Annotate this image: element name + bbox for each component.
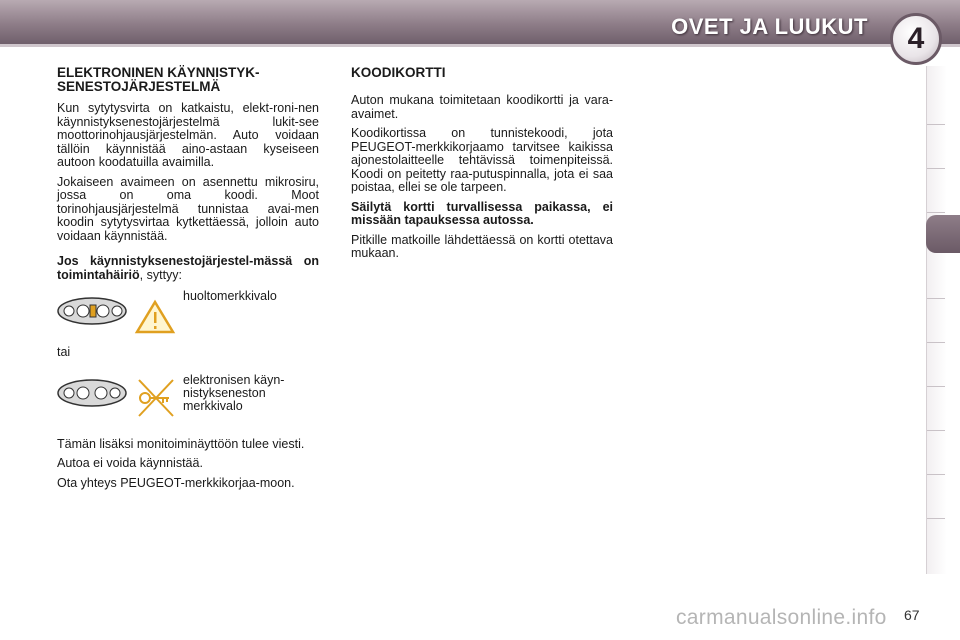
immobiliser-paragraph-4: Autoa ei voida käynnistää. [57,456,203,470]
header-divider [0,44,960,47]
immobiliser-paragraph-3: Tämän lisäksi monitoiminäyttöön tulee viesti. [57,436,305,451]
tab-divider [927,212,945,213]
immobiliser-paragraph-1: Kun sytytysvirta on katkaistu, elekt-roni-nen käynnistyksenestojärjestelmä lukit-see moottorinohjausjärjestelmän. Auto voidaan tällöin käynnistää aino-astaan kyseiseen autoon koodatuilla avaimilla. [57,101,319,169]
crossed-key-icon [139,380,173,416]
watermark: carmanualsonline.info [676,606,887,629]
chapter-tabs [926,66,947,574]
tab-divider [927,298,945,299]
fault-statement-bold: Jos käynnistyksenestojärjestel-mässä on toimintahäiriö [57,254,319,282]
immobiliser-warning-row [57,374,319,432]
chapter-number: 4 [907,22,925,55]
tab-divider [927,430,945,431]
code-card-paragraph-3: Pitkille matkoille lähdettäessä on kortti otettava mukaan. [351,232,613,260]
dashboard-cluster-icon [57,376,177,420]
code-card-paragraph-2: Koodikortissa on tunnistekoodi, jota PEUGEOT-merkkikorjaamo tarvitsee kaikissa ajonestolaitteelle tehtävissä toimenpiteissä. Koodi on peitetty raa-putuspinnalla, jota ei saa poistaa, ellei se ole tarpeen. [351,126,613,194]
code-card-paragraph-1: Auton mukana toimitetaan koodikortti ja vara-avaimet. [351,93,613,121]
immobiliser-paragraph-2: Jokaiseen avaimeen on asennettu mikrosiru, jossa on oma koodi. Moot torinohjausjärjestelmä tunnistaa avai-men koodin sytytysvirtaa kytkettäessä, jolloin auto voidaan käynnistää. [57,174,319,243]
immobiliser-heading: ELEKTRONINEN KÄYNNISTYK-SENESTOJÄRJESTELMÄ [57,65,260,94]
tab-divider [927,386,945,387]
right-column [351,66,613,267]
or-separator: tai [57,345,71,359]
active-chapter-tab[interactable] [926,215,960,253]
service-warning-row [57,290,319,334]
tab-divider [927,124,945,125]
tab-divider [927,474,945,475]
fault-statement-rest: , syttyy: [139,267,183,282]
chapter-number-badge [890,13,942,65]
immobiliser-paragraph-5: Ota yhteys PEUGEOT-merkkikorjaa-moon. [57,475,295,490]
tab-divider [927,168,945,169]
fault-statement [57,255,319,282]
tab-divider [927,518,945,519]
dashboard-cluster-icon [57,296,177,336]
code-card-heading: KOODIKORTTI [351,65,446,80]
page-number: 67 [904,607,920,623]
tab-divider [927,342,945,343]
service-warning-label: huoltomerkkivalo [183,289,277,303]
page-header [0,0,960,55]
left-column [57,66,319,496]
immobiliser-warning-label: elektronisen käyn-nistykseneston merkkivalo [183,372,285,413]
chapter-title: OVET JA LUUKUT [671,14,868,39]
code-card-bold-note: Säilytä kortti turvallisessa paikassa, ei missään tapauksessa autossa. [351,199,613,227]
